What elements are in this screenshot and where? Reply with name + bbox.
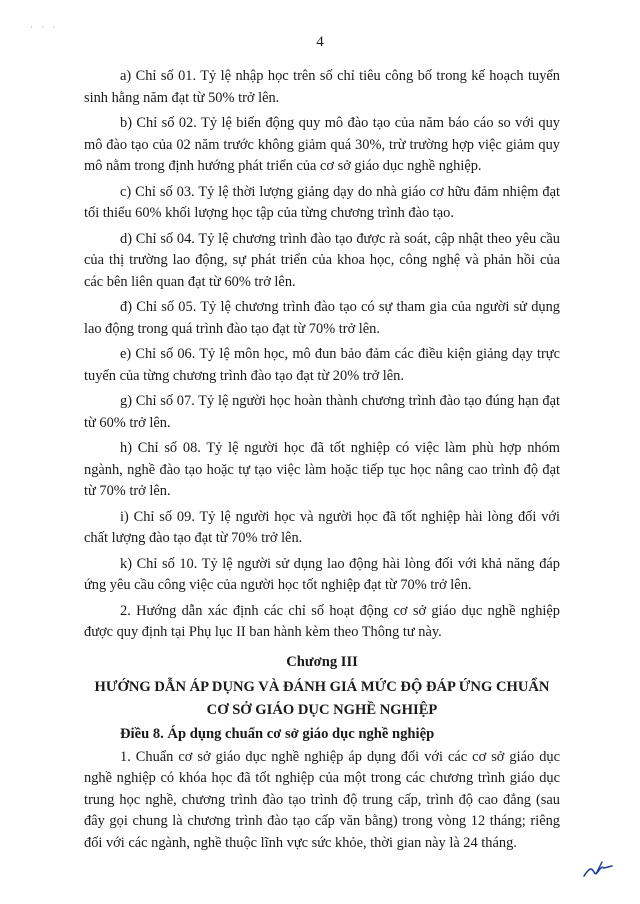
- paragraph-i: i) Chỉ số 09. Tỷ lệ người học và người học đã tốt nghiệp hài lòng đối với chất lượng đào tạo đạt từ 70% trở lên.: [84, 508, 560, 546]
- paragraph-k: k) Chỉ số 10. Tỷ lệ người sử dụng lao động hài lòng đối với khả năng đáp ứng yêu cầu công việc của người học tốt nghiệp đạt từ 70% trở lên.: [84, 555, 560, 593]
- paragraph-h: h) Chỉ số 08. Tỷ lệ người học đã tốt nghiệp có việc làm phù hợp nhóm ngành, nghề đào tạo hoặc tự tạo việc làm hoặc tiếp tục học nâng cao trình độ đạt từ 70% trở lên.: [84, 440, 560, 499]
- paragraph-a: a) Chỉ số 01. Tỷ lệ nhập học trên số chỉ tiêu công bố trong kế hoạch tuyển sinh hằng năm đạt từ 50% trở lên.: [84, 68, 560, 106]
- paragraph-e: e) Chỉ số 06. Tỷ lệ môn học, mô đun bảo đảm các điều kiện giảng dạy trực tuyến của từng chương trình đào tạo đạt từ 20% trở lên.: [84, 346, 560, 384]
- paragraph-b: b) Chỉ số 02. Tỷ lệ biến động quy mô đào tạo của năm báo cáo so với quy mô đào tạo của 02 năm trước không giảm quá 30%, trừ trường hợp việc giảm quy mô nằm trong định hướng phát triển của cơ sở giáo dục nghề nghiệp.: [84, 115, 560, 174]
- paragraph-article-8-1: 1. Chuẩn cơ sở giáo dục nghề nghiệp áp dụng đối với các cơ sở giáo dục nghề nghiệp có khóa học đã tốt nghiệp của một trong các chương trình giáo dục trung học nghề, chương trình đào tạo trình độ trung cấp, trình độ cao đẳng (sau đây gọi chung là chương trình đào tạo cấp văn bằng) trong vòng 12 tháng; riêng đối với các ngành, nghề thuộc lĩnh vực sức khỏe, thời gian này là 24 tháng.: [84, 748, 560, 851]
- chapter-title-line-1: HƯỚNG DẪN ÁP DỤNG VÀ ĐÁNH GIÁ MỨC ĐỘ ĐÁP ỨNG CHUẨN: [94, 678, 550, 695]
- chapter-label: Chương III: [286, 653, 358, 670]
- article-title: Điều 8. Áp dụng chuẩn cơ sở giáo dục nghề nghiệp: [120, 725, 435, 742]
- signature-mark-icon: [582, 858, 616, 882]
- paragraph-c: c) Chỉ số 03. Tỷ lệ thời lượng giảng dạy do nhà giáo cơ hữu đảm nhiệm đạt tối thiểu 60% khối lượng học tập của từng chương trình đào tạo.: [84, 183, 560, 221]
- page-number: 4: [316, 34, 324, 50]
- initial-signature: [582, 858, 616, 887]
- chapter-title-line-2: CƠ SỞ GIÁO DỤC NGHỀ NGHIỆP: [206, 701, 438, 718]
- paragraph-d: d) Chỉ số 04. Tỷ lệ chương trình đào tạo được rà soát, cập nhật theo yêu cầu của thị trường lao động, sự phát triển của khoa học, công nghệ và phản hồi của các bên liên quan đạt từ 60% trở lên.: [84, 230, 560, 290]
- scan-artifact: · · ·: [30, 22, 59, 32]
- paragraph-2: 2. Hướng dẫn xác định các chỉ số hoạt động cơ sở giáo dục nghề nghiệp được quy định tại Phụ lục II ban hành kèm theo Thông tư này.: [84, 602, 560, 640]
- document-body: [84, 66, 560, 858]
- paragraph-g: g) Chỉ số 07. Tỷ lệ người học hoàn thành chương trình đào tạo đúng hạn đạt từ 60% trở lên.: [84, 393, 560, 431]
- paragraph-dd: đ) Chỉ số 05. Tỷ lệ chương trình đào tạo có sự tham gia của người sử dụng lao động trong quá trình đào tạo đạt từ 70% trở lên.: [84, 299, 560, 337]
